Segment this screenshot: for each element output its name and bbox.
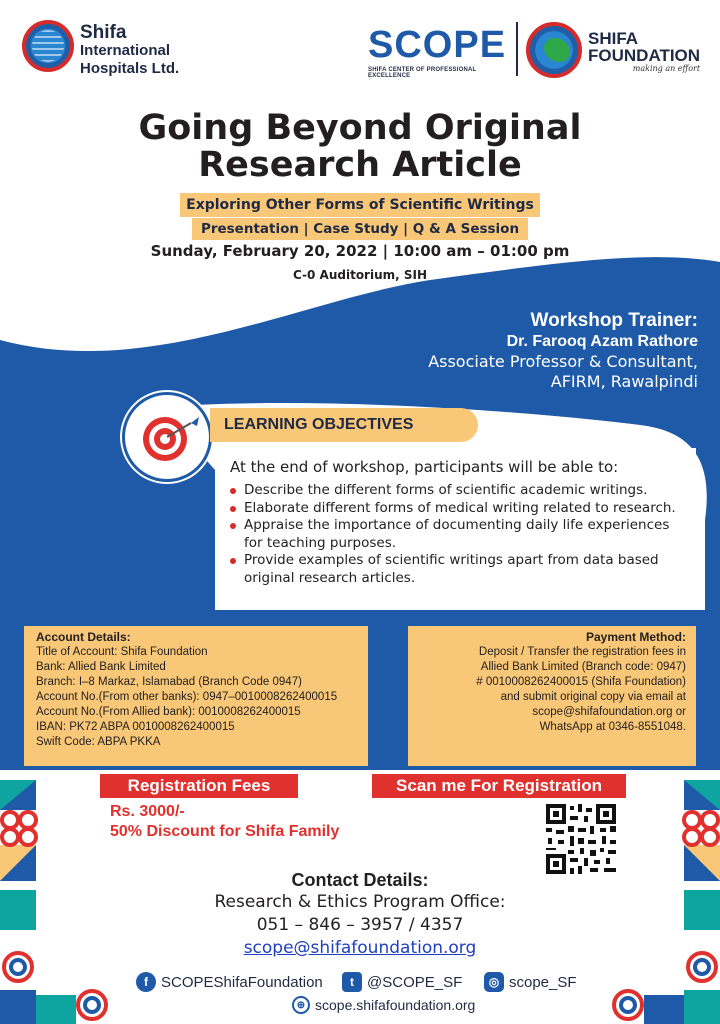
- payment-line: WhatsApp at 0346-8551048.: [539, 721, 686, 733]
- objectives-intro: At the end of workshop, participants will be able to:: [230, 458, 619, 476]
- account-line: Branch: I–8 Markaz, Islamabad (Branch Code 0947): [36, 676, 302, 688]
- account-line: Title of Account: Shifa Foundation: [36, 646, 208, 658]
- scope-subtitle: SHIFA CENTER OF PROFESSIONAL EXCELLENCE: [368, 67, 477, 79]
- event-title-line1: Going Beyond Original: [138, 108, 582, 148]
- contact-email-row: [120, 938, 600, 958]
- objective-item: Provide examples of scientific writings apart from data based original research articles.: [230, 552, 682, 587]
- twitter-handle: @SCOPE_SF: [367, 973, 463, 991]
- trainer-role: Associate Professor & Consultant,: [428, 352, 698, 371]
- registration-fees-label: Registration Fees: [100, 774, 298, 798]
- facebook-link[interactable]: [136, 972, 323, 992]
- payment-line: Allied Bank Limited (Branch code: 0947): [480, 661, 686, 673]
- facebook-icon: f: [136, 972, 156, 992]
- registration-discount: 50% Discount for Shifa Family: [110, 823, 340, 840]
- account-line: IBAN: PK72 ABPA 0010008262400015: [36, 721, 235, 733]
- objective-item: Describe the different forms of scientific academic writings.: [230, 482, 682, 500]
- contact-phone: 051 – 846 – 3957 / 4357: [256, 915, 464, 935]
- event-title-line2: Research Article: [198, 145, 522, 185]
- payment-line: Deposit / Transfer the registration fees in: [478, 646, 686, 658]
- instagram-handle: scope_SF: [509, 973, 577, 991]
- hospital-name-line1: Shifa: [80, 22, 127, 43]
- payment-line: scope@shifafoundation.org or: [532, 706, 686, 718]
- objective-item: Appraise the importance of documenting daily life experiences for teaching purposes.: [230, 517, 682, 552]
- scan-registration-label: Scan me For Registration: [372, 774, 626, 798]
- payment-line: # 0010008262400015 (Shifa Foundation): [476, 676, 686, 688]
- foundation-logo: [526, 22, 582, 78]
- trainer-org: AFIRM, Rawalpindi: [550, 372, 698, 391]
- globe-web-icon: ⊕: [292, 996, 310, 1014]
- account-heading: Account Details:: [36, 630, 131, 644]
- payment-heading: Payment Method:: [585, 630, 686, 644]
- pakistan-map-icon: [526, 22, 582, 78]
- facebook-handle: SCOPEShifaFoundation: [161, 973, 323, 991]
- objectives-heading: LEARNING OBJECTIVES: [210, 408, 478, 442]
- shifa-hospital-logo: [22, 20, 74, 72]
- globe-icon: [22, 20, 74, 72]
- objective-item: Elaborate different forms of medical writing related to research.: [230, 500, 682, 518]
- account-line: Bank: Allied Bank Limited: [36, 661, 166, 673]
- event-formats: Presentation | Case Study | Q & A Session: [192, 218, 528, 240]
- account-line: Account No.(From other banks): 0947–0010008262400015: [36, 691, 338, 703]
- hospital-name-line3: Hospitals Ltd.: [80, 60, 180, 77]
- foundation-tagline: making an effort: [632, 64, 701, 73]
- event-venue: C-0 Auditorium, SIH: [292, 268, 428, 282]
- payment-line: and submit original copy via email at: [500, 691, 686, 703]
- scope-logo: [368, 24, 508, 79]
- contact-email-link[interactable]: scope@shifafoundation.org: [243, 938, 477, 958]
- contact-heading: Contact Details:: [291, 870, 429, 890]
- event-title: [60, 110, 660, 184]
- workshop-trainer: [300, 310, 698, 392]
- registration-fee: Rs. 3000/-: [110, 803, 185, 820]
- twitter-icon: t: [342, 972, 362, 992]
- logo-divider: [516, 22, 518, 76]
- account-line: Account No.(From Allied bank): 0010008262400015: [36, 706, 301, 718]
- instagram-icon: ◎: [484, 972, 504, 992]
- website-link[interactable]: [292, 996, 475, 1014]
- twitter-link[interactable]: [342, 972, 462, 992]
- payment-method-panel: [408, 626, 696, 766]
- hospital-name-line2: International: [80, 42, 171, 59]
- event-datetime: Sunday, February 20, 2022 | 10:00 am – 01:00 pm: [150, 242, 570, 260]
- account-details-panel: [24, 626, 368, 766]
- trainer-name: Dr. Farooq Azam Rathore: [506, 333, 698, 350]
- account-line: Swift Code: ABPA PKKA: [36, 736, 161, 748]
- foundation-name: [588, 30, 700, 73]
- objectives-panel: [216, 448, 696, 610]
- registration-qr-code[interactable]: [544, 802, 618, 876]
- instagram-link[interactable]: [484, 972, 577, 992]
- contact-office: Research & Ethics Program Office:: [214, 892, 506, 912]
- foundation-name-line1: SHIFA: [588, 29, 639, 48]
- target-icon: [125, 395, 209, 479]
- event-subtitle: Exploring Other Forms of Scientific Writings: [180, 193, 540, 217]
- foundation-name-line2: FOUNDATION: [588, 46, 701, 65]
- website-url: scope.shifafoundation.org: [315, 997, 476, 1013]
- hospital-name: [80, 24, 179, 78]
- trainer-heading: Workshop Trainer:: [530, 310, 698, 331]
- scope-wordmark: SCOPE: [368, 24, 507, 66]
- target-badge: [122, 392, 212, 482]
- qr-code-icon: [544, 802, 618, 876]
